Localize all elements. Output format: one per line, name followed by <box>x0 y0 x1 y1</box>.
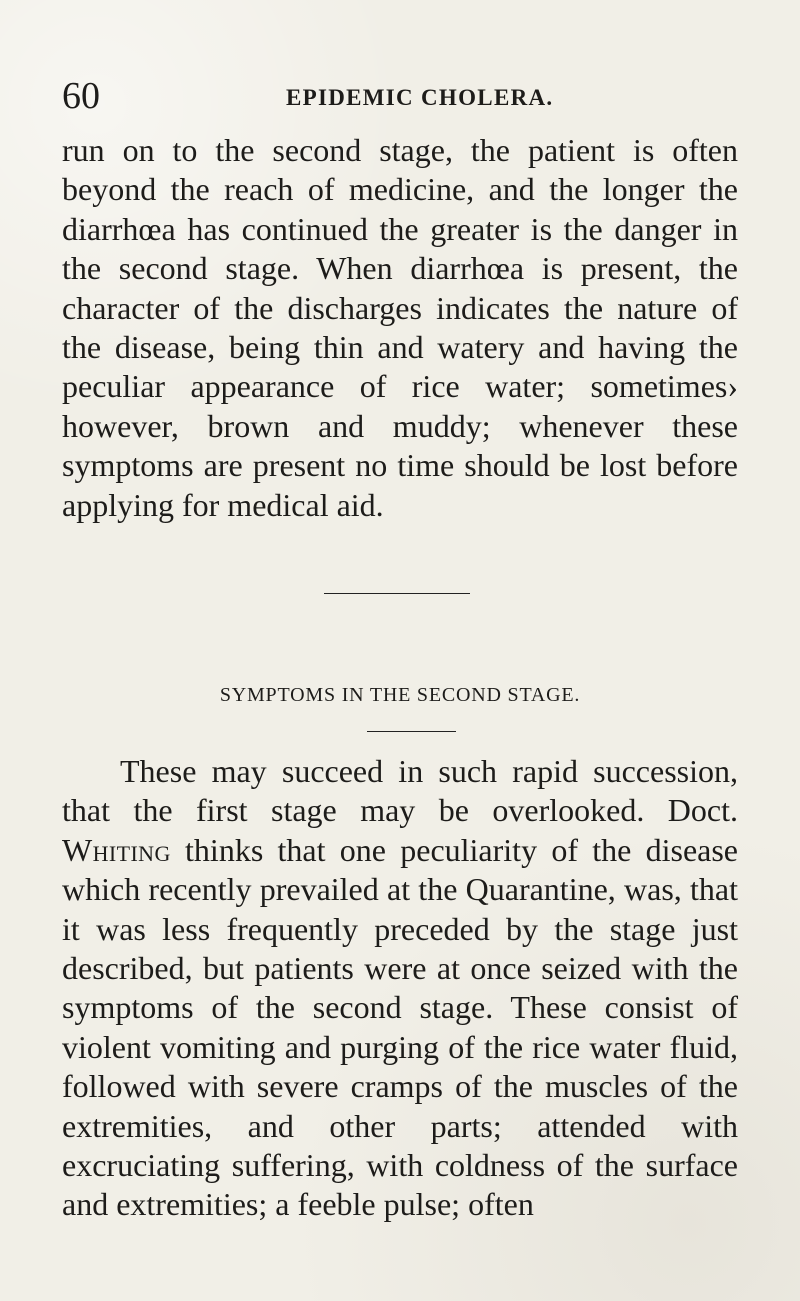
page-header <box>62 76 738 116</box>
paragraph-2-name: Whiting <box>62 831 171 868</box>
section-divider-top <box>324 593 470 594</box>
page-number: 60 <box>62 75 100 117</box>
section-divider-bottom <box>367 731 456 732</box>
section-heading: SYMPTOMS IN THE SECOND STAGE. <box>219 684 581 706</box>
body-paragraph-2 <box>62 752 738 1268</box>
paragraph-2-start: These may succeed in such rapid succession, that the first stage may be overlooked. Doct. <box>62 753 738 829</box>
paragraph-2-rest: thinks that one peculiarity of the disease which recently prevailed at the Quarantine, was, that it was less frequently preceded by the stage just described, but patients were at once seized with the symptoms of the second stage. These consist of violent vomiting and purging of the rice water fluid, followed with severe cramps of the muscles of the extremities, and other parts; attended with excruciating suffering, with coldness of the surface and extremities; a feeble pulse; often <box>62 831 739 1223</box>
running-title: EPIDEMIC CHOLERA. <box>286 85 554 110</box>
body-paragraph-1: run on to the second stage, the patient is often beyond the reach of medicine, and the longer the diarrhœa has continued the greater is the danger in the second stage. When diarrhœa is present, the character of the discharges indicates the nature of the disease, being thin and watery and having the peculiar appearance of rice water; sometimes› however, brown and muddy; whenever these symptoms are present no time should be lost before applying for medical aid. <box>62 132 738 523</box>
